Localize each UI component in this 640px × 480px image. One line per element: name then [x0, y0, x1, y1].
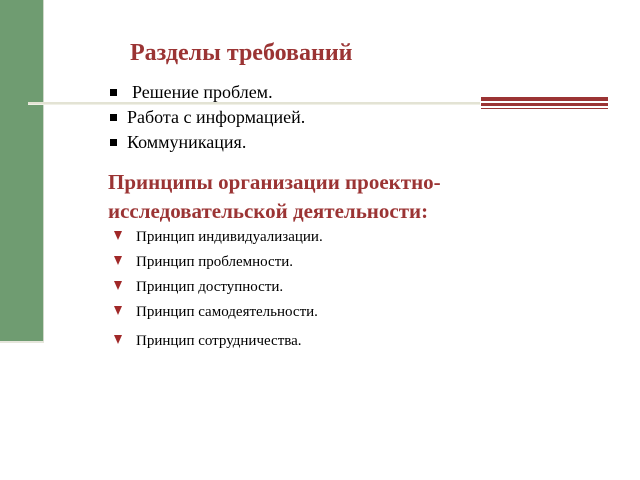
triangle-bullet-icon — [114, 231, 122, 240]
principles-heading — [108, 168, 441, 226]
principle-text: Принцип сотрудничества. — [136, 333, 302, 349]
list-item — [108, 130, 305, 155]
accent-stripe — [481, 108, 608, 109]
slide-title: Разделы требований — [130, 40, 353, 66]
decorative-sidebar — [0, 0, 44, 341]
principle-text: Принцип индивидуализации. — [136, 229, 323, 245]
sidebar-bottom-line — [0, 341, 44, 343]
principles-list — [112, 225, 323, 354]
triangle-bullet-icon — [114, 281, 122, 290]
decorative-accent-stripes — [481, 97, 608, 112]
list-item — [112, 225, 323, 250]
requirement-text: Коммуникация. — [127, 132, 247, 152]
list-item — [112, 275, 323, 300]
list-item — [112, 300, 323, 325]
list-item — [108, 80, 305, 105]
list-item — [112, 250, 323, 275]
principles-heading-line: Принципы организации проектно- — [108, 170, 441, 194]
triangle-bullet-icon — [114, 306, 122, 315]
list-item — [108, 105, 305, 130]
requirements-list — [108, 80, 305, 155]
principle-text: Принцип самодеятельности. — [136, 304, 318, 320]
principle-text: Принцип доступности. — [136, 279, 284, 295]
triangle-bullet-icon — [114, 335, 122, 344]
principle-text: Принцип проблемности. — [136, 254, 294, 270]
accent-stripe — [481, 97, 608, 101]
square-bullet-icon — [110, 139, 117, 146]
accent-stripe — [481, 103, 608, 106]
list-item — [112, 329, 323, 354]
triangle-bullet-icon — [114, 256, 122, 265]
square-bullet-icon — [110, 89, 117, 96]
principles-heading-line: исследовательской деятельности: — [108, 199, 429, 223]
requirement-text: Решение проблем. — [132, 82, 273, 102]
requirement-text: Работа с информацией. — [127, 107, 306, 127]
square-bullet-icon — [110, 114, 117, 121]
